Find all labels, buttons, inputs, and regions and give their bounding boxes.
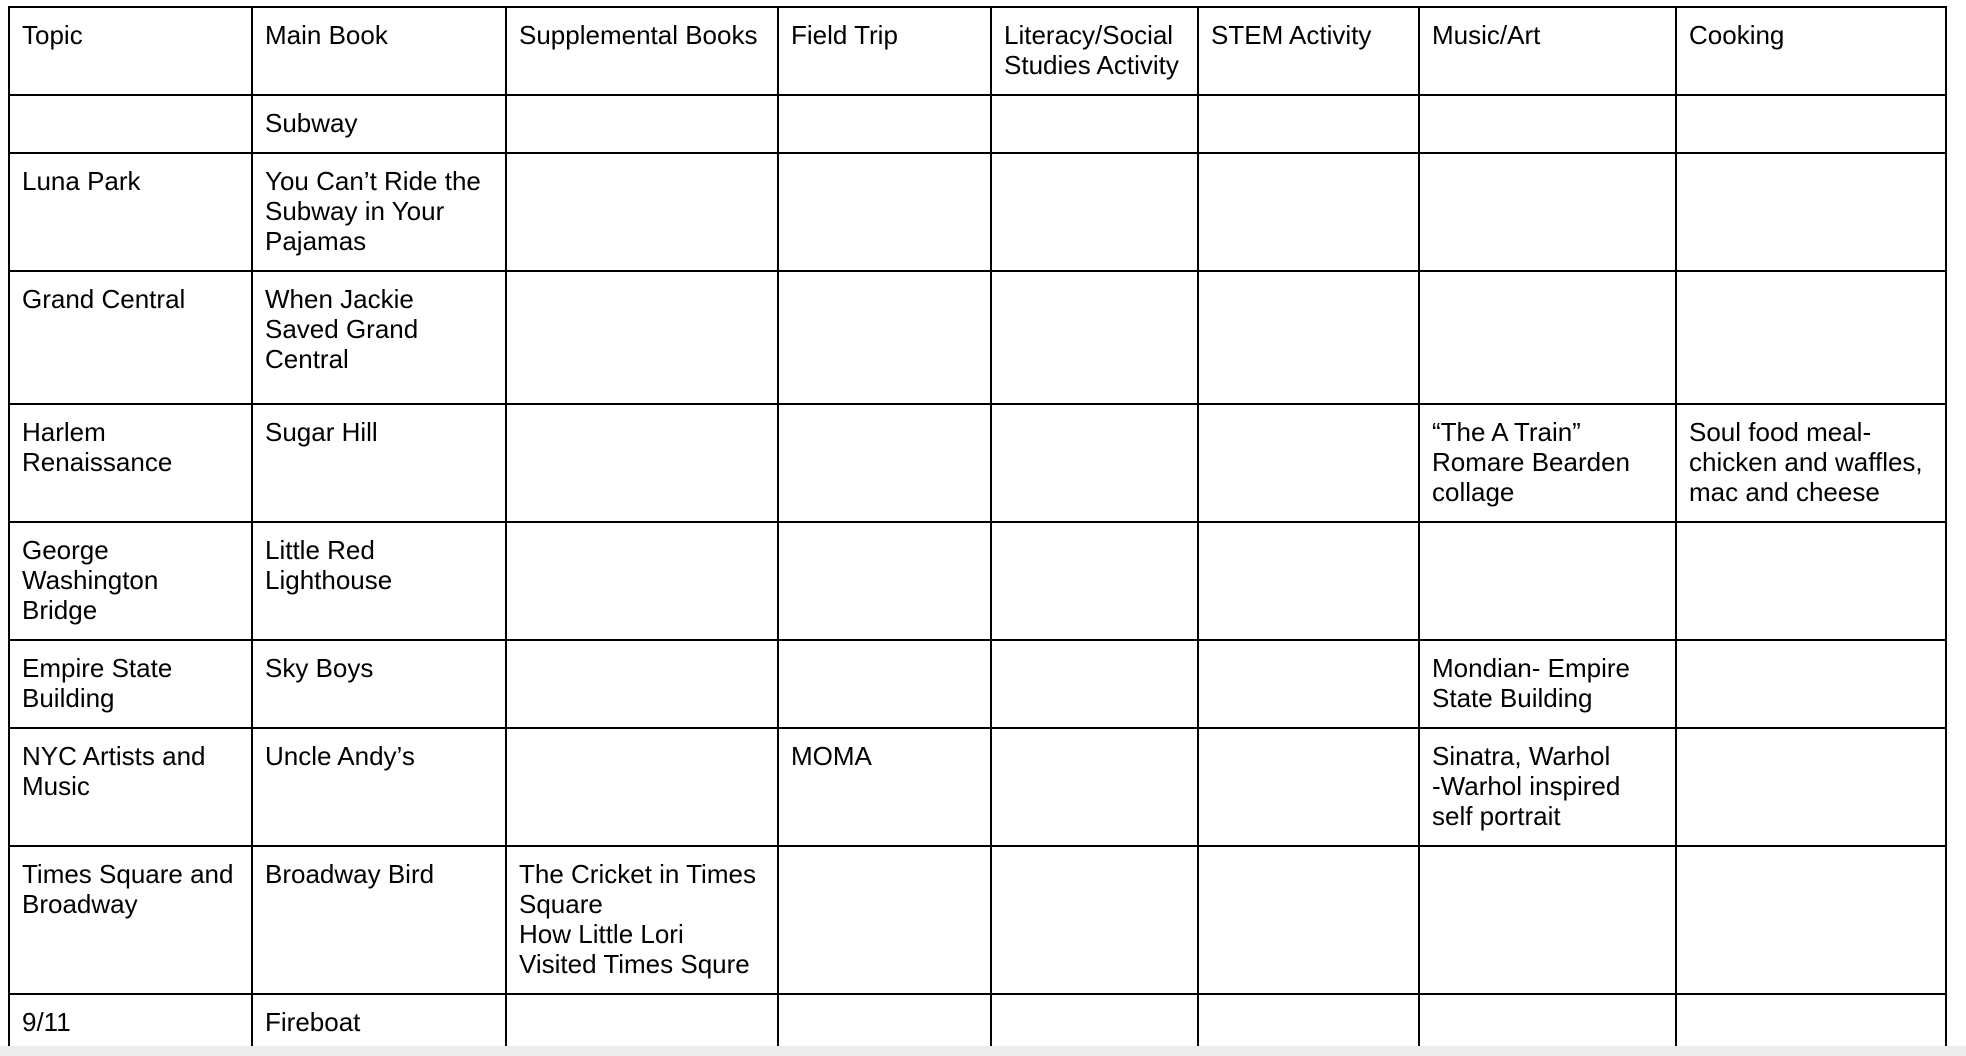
cell-text-line: Bridge: [22, 595, 98, 625]
cell-supplemental-books: [506, 95, 778, 153]
header-cell-field-trip: [778, 7, 991, 95]
header-cell-music-art: [1419, 7, 1676, 95]
table-row: [9, 404, 1946, 522]
cell-text-line: Main Book: [265, 20, 388, 50]
cell-text-line: Sinatra, Warhol: [1432, 741, 1611, 771]
cell-cooking: [1676, 271, 1946, 404]
cell-text-line: George: [22, 535, 109, 565]
header-cell-cooking: [1676, 7, 1946, 95]
cell-music-art: [1419, 994, 1676, 1052]
cell-text-line: Building: [22, 683, 115, 713]
cell-text-line: Lighthouse: [265, 565, 393, 595]
cell-text-line: Grand Central: [22, 284, 186, 314]
cell-text-line: State Building: [1432, 683, 1593, 713]
cell-cooking: [1676, 846, 1946, 994]
cell-music-art: [1419, 522, 1676, 640]
cell-text-line: Uncle Andy’s: [265, 741, 415, 771]
cell-text-line: mac and cheese: [1689, 477, 1880, 507]
cell-topic: [9, 728, 252, 846]
cell-text-line: Cooking: [1689, 20, 1785, 50]
cell-text-line: MOMA: [791, 741, 872, 771]
cell-supplemental-books: [506, 522, 778, 640]
cell-text-line: Washington: [22, 565, 159, 595]
cell-main-book: [252, 271, 506, 404]
cell-cooking: [1676, 404, 1946, 522]
cell-text-line: The Cricket in Times: [519, 859, 756, 889]
cell-music-art: [1419, 846, 1676, 994]
cell-supplemental-books: [506, 640, 778, 728]
table-row: [9, 846, 1946, 994]
cell-supplemental-books: [506, 404, 778, 522]
cell-stem-activity: [1198, 522, 1419, 640]
cell-text-line: collage: [1432, 477, 1515, 507]
cell-text-line: Little Red: [265, 535, 375, 565]
cell-topic: [9, 846, 252, 994]
cell-text-line: Mondian- Empire: [1432, 653, 1630, 683]
cell-field-trip: [778, 153, 991, 271]
cell-cooking: [1676, 728, 1946, 846]
cell-music-art: [1419, 271, 1676, 404]
cell-text-line: Subway: [265, 108, 358, 138]
window-bottom-edge: [0, 1046, 1966, 1056]
cell-cooking: [1676, 994, 1946, 1052]
header-cell-stem-activity: [1198, 7, 1419, 95]
cell-text-line: STEM Activity: [1211, 20, 1372, 50]
cell-field-trip: [778, 846, 991, 994]
cell-field-trip: [778, 404, 991, 522]
cell-music-art: [1419, 640, 1676, 728]
cell-main-book: [252, 522, 506, 640]
cell-literacy-social-studies: [991, 846, 1198, 994]
cell-field-trip: [778, 728, 991, 846]
header-cell-literacy-social-studies: [991, 7, 1198, 95]
table-body: [9, 7, 1946, 1052]
cell-text-line: Sugar Hill: [265, 417, 378, 447]
cell-main-book: [252, 994, 506, 1052]
cell-main-book: [252, 640, 506, 728]
cell-stem-activity: [1198, 153, 1419, 271]
cell-text-line: Pajamas: [265, 226, 367, 256]
cell-main-book: [252, 846, 506, 994]
cell-text-line: Studies Activity: [1004, 50, 1179, 80]
cell-main-book: [252, 728, 506, 846]
cell-literacy-social-studies: [991, 153, 1198, 271]
cell-text-line: Field Trip: [791, 20, 898, 50]
cell-main-book: [252, 153, 506, 271]
table-row: [9, 95, 1946, 153]
cell-topic: [9, 522, 252, 640]
cell-topic: [9, 271, 252, 404]
cell-topic: [9, 994, 252, 1052]
cell-literacy-social-studies: [991, 271, 1198, 404]
cell-stem-activity: [1198, 271, 1419, 404]
cell-literacy-social-studies: [991, 640, 1198, 728]
cell-text-line: Luna Park: [22, 166, 141, 196]
table-row: [9, 271, 1946, 404]
cell-supplemental-books: [506, 153, 778, 271]
cell-text-line: self portrait: [1432, 801, 1561, 831]
cell-field-trip: [778, 522, 991, 640]
cell-music-art: [1419, 153, 1676, 271]
cell-text-line: Romare Bearden: [1432, 447, 1630, 477]
cell-stem-activity: [1198, 95, 1419, 153]
cell-supplemental-books: [506, 846, 778, 994]
table-row: [9, 728, 1946, 846]
header-cell-supplemental-books: [506, 7, 778, 95]
cell-main-book: [252, 404, 506, 522]
header-cell-main-book: [252, 7, 506, 95]
cell-literacy-social-studies: [991, 994, 1198, 1052]
cell-text-line: Subway in Your: [265, 196, 445, 226]
cell-text-line: Empire State: [22, 653, 173, 683]
table-row: [9, 994, 1946, 1052]
cell-text-line: 9/11: [22, 1007, 71, 1037]
table-row: [9, 640, 1946, 728]
cell-text-line: Music: [22, 771, 90, 801]
cell-text-line: Literacy/Social: [1004, 20, 1174, 50]
header-row: [9, 7, 1946, 95]
cell-text-line: Broadway Bird: [265, 859, 435, 889]
cell-text-line: Soul food meal-: [1689, 417, 1872, 447]
cell-text-line: Times Square and: [22, 859, 234, 889]
cell-text-line: Sky Boys: [265, 653, 374, 683]
cell-cooking: [1676, 95, 1946, 153]
cell-literacy-social-studies: [991, 522, 1198, 640]
cell-supplemental-books: [506, 994, 778, 1052]
cell-topic: [9, 640, 252, 728]
cell-topic: [9, 404, 252, 522]
cell-topic: [9, 95, 252, 153]
cell-text-line: -Warhol inspired: [1432, 771, 1621, 801]
cell-cooking: [1676, 522, 1946, 640]
cell-field-trip: [778, 271, 991, 404]
cell-text-line: Harlem: [22, 417, 106, 447]
cell-text-line: “The A Train”: [1432, 417, 1581, 447]
cell-stem-activity: [1198, 846, 1419, 994]
cell-music-art: [1419, 728, 1676, 846]
cell-supplemental-books: [506, 728, 778, 846]
cell-stem-activity: [1198, 640, 1419, 728]
cell-field-trip: [778, 994, 991, 1052]
cell-text-line: Saved Grand: [265, 314, 419, 344]
cell-literacy-social-studies: [991, 404, 1198, 522]
cell-supplemental-books: [506, 271, 778, 404]
cell-topic: [9, 153, 252, 271]
cell-text-line: Broadway: [22, 889, 138, 919]
cell-field-trip: [778, 640, 991, 728]
cell-stem-activity: [1198, 994, 1419, 1052]
cell-text-line: Central: [265, 344, 349, 374]
cell-text-line: Fireboat: [265, 1007, 361, 1037]
cell-literacy-social-studies: [991, 728, 1198, 846]
table-row: [9, 153, 1946, 271]
cell-text-line: When Jackie: [265, 284, 414, 314]
cell-music-art: [1419, 404, 1676, 522]
cell-literacy-social-studies: [991, 95, 1198, 153]
cell-text-line: chicken and waffles,: [1689, 447, 1923, 477]
cell-main-book: [252, 95, 506, 153]
cell-music-art: [1419, 95, 1676, 153]
cell-cooking: [1676, 640, 1946, 728]
cell-text-line: Visited Times Squre: [519, 949, 750, 979]
cell-field-trip: [778, 95, 991, 153]
cell-text-line: You Can’t Ride the: [265, 166, 481, 196]
cell-text-line: Topic: [22, 20, 83, 50]
cell-cooking: [1676, 153, 1946, 271]
cell-text-line: How Little Lori: [519, 919, 684, 949]
cell-text-line: Renaissance: [22, 447, 173, 477]
cell-text-line: Square: [519, 889, 603, 919]
cell-text-line: Supplemental Books: [519, 20, 758, 50]
table-row: [9, 522, 1946, 640]
cell-stem-activity: [1198, 728, 1419, 846]
cell-text-line: Music/Art: [1432, 20, 1541, 50]
cell-text-line: NYC Artists and: [22, 741, 206, 771]
curriculum-table: [8, 6, 1947, 1053]
cell-stem-activity: [1198, 404, 1419, 522]
header-cell-topic: [9, 7, 252, 95]
